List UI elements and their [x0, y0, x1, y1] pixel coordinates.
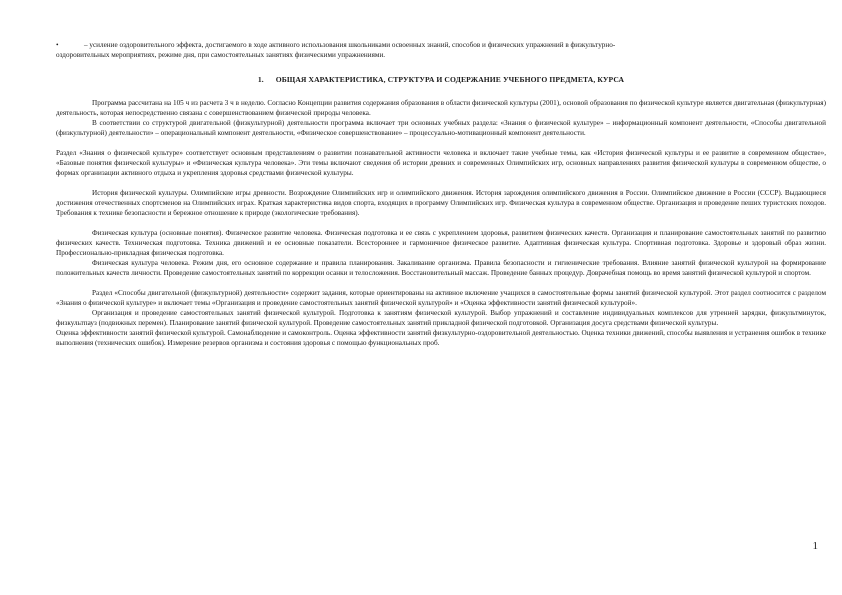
- paragraph-program-hours: Программа рассчитана на 105 ч из расчета 3 ч в неделю. Согласно Концепции развития содержания образования в области физической культуры (2001), основой образования по физической культуре является двигательная (физкультурная) деятельность, которая непосредственно связана с совершенствованием физической природы человека.: [56, 99, 826, 117]
- paragraph-knowledge-section: Раздел «Знания о физической культуре» соответствует основным представлениям о развитии познавательной активности человека и включает такие учебные темы, как «История физической культуры и ее развитие в современном обществе», «Базовые понятия физической культуры» и «Физическая культура человека». Эти темы включают сведения об истории древних и современных Олимпийских игр, основных направлениях развития физической культуры в современном обществе, о формах организации активного отдыха и укрепления здоровья средствами физической культуры.: [56, 149, 826, 177]
- section-title: ОБЩАЯ ХАРАКТЕРИСТИКА, СТРУКТУРА И СОДЕРЖАНИЕ УЧЕБНОГО ПРЕДМЕТА, КУРСА: [275, 75, 625, 84]
- paragraph-human-culture: Физическая культура человека. Режим дня, его основное содержание и правила планирования. Закаливание организма. Правила безопасности и гигиенические требования. Влияние занятий физической культурой на формирование положительных качеств личности. Проведение самостоятельных занятий по коррекции осанки и телосложения. Восстановительный массаж. Проведение банных процедур. Доврачебная помощь во время занятий физической культурой и спортом.: [56, 259, 826, 277]
- bullet-text: – усиление оздоровительного эффекта, достигаемого в ходе активного использования школьниками освоенных знаний, способов и физических упражнений в физкультурно-: [84, 41, 616, 49]
- paragraph-self-study: Организация и проведение самостоятельных занятий физической культурой. Подготовка к занятиям физической культурой. Выбор упражнений и составление индивидуальных комплексов для утренней зарядки, физкультминуток, физкультпауз (подвижных перемен). Планирование занятий физической культурой. Проведение самостоятельных занятий прикладной физической подготовкой. Организация досуга средствами физической культуры.: [56, 309, 826, 327]
- section-number: 1.: [257, 75, 264, 84]
- bullet-continuation: оздоровительных мероприятиях, режиме дня, при самостоятельных занятиях физическими упражнениями.: [56, 51, 386, 59]
- section-heading: [56, 75, 826, 84]
- paragraph-structure: В соответствии со структурой двигательной (физкультурной) деятельности программа включает три основных учебных раздела: «Знания о физической культуре» – информационный компонент деятельности, «Способы двигательной (физкультурной) деятельности» – операциональный компонент деятельности, «Физическое совершенствование» – процессуально-мотивационный компонент деятельности.: [56, 119, 826, 137]
- paragraph-efficiency: Оценка эффективности занятий физической культурой. Самонаблюдение и самоконтроль. Оценка эффективности занятий физкультурно-оздоровительной деятельностью. Оценка техники движений, способы выявления и устранения ошибок в технике выполнения (технических ошибок). Измерение резервов организма и состояния здоровья с помощью функциональных проб.: [56, 329, 826, 347]
- paragraph-activity-methods: Раздел «Способы двигательной (физкультурной) деятельности» содержит задания, которые ориентированы на активное включение учащихся в самостоятельные формы занятий физической культурой. Этот раздел соотносится с разделом «Знания о физической культуре» и включает темы «Организация и проведение самостоятельных занятий физической культурой» и «Оценка эффективности занятий физической культурой».: [56, 289, 826, 307]
- page-number: 1: [812, 540, 818, 552]
- paragraph-basic-concepts: Физическая культура (основные понятия). Физическое развитие человека. Физическая подготовка и ее связь с укреплением здоровья, развитием физических качеств. Организация и планирование самостоятельных занятий по развитию физических качеств. Техническая подготовка. Техника движений и ее основные показатели. Всестороннее и гармоничное физическое развитие. Адаптивная физическая культура. Спортивная подготовка. Здоровье и здоровый образ жизни. Профессионально-прикладная физическая подготовка.: [56, 229, 826, 257]
- bullet-item: [56, 40, 826, 50]
- paragraph-history: История физической культуры. Олимпийские игры древности. Возрождение Олимпийских игр и олимпийского движения. История зарождения олимпийского движения в России. Олимпийское движение в России (СССР). Выдающиеся достижения отечественных спортсменов на Олимпийских играх. Краткая характеристика видов спорта, входящих в программу Олимпийских игр. Физическая культура в современном обществе. Организация и проведение пеших туристских походов. Требования к технике безопасности и бережное отношение к природе (экологические требования).: [56, 189, 826, 217]
- bullet-mark: •: [56, 41, 59, 49]
